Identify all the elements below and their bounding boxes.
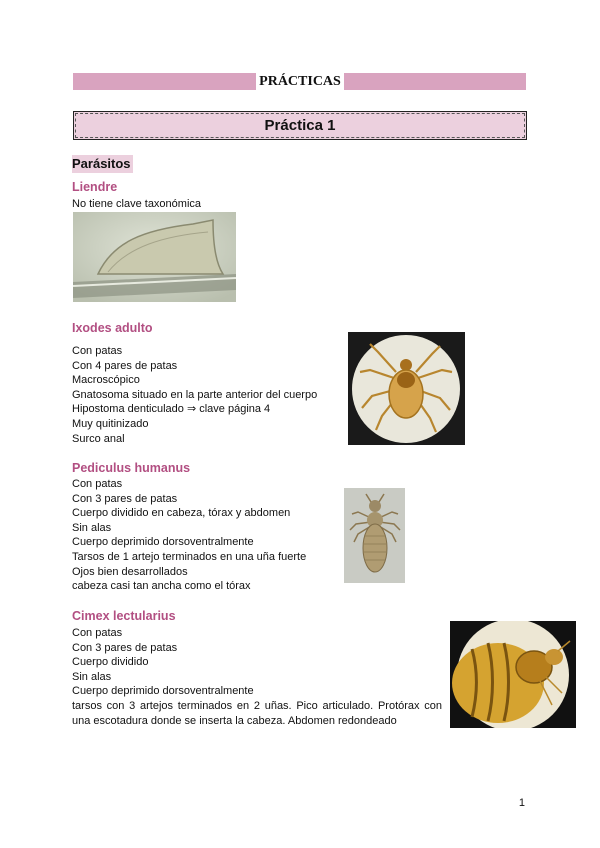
ixodes-line: Gnatosoma situado en la parte anterior del cuerpo: [72, 388, 318, 401]
cimex-heading: Cimex lectularius: [72, 609, 176, 623]
liendre-heading: Liendre: [72, 180, 118, 194]
pediculus-image: [344, 488, 405, 583]
ixodes-line: Con 4 pares de patas: [72, 359, 178, 372]
cimex-line: Con 3 pares de patas: [72, 641, 178, 654]
ixodes-line: Macroscópico: [72, 374, 140, 387]
pediculus-line: Ojos bien desarrollados: [72, 565, 188, 578]
pediculus-line: Cuerpo dividido en cabeza, tórax y abdomen: [72, 507, 291, 520]
pediculus-line: Sin alas: [72, 521, 112, 534]
cimex-image: [450, 621, 576, 728]
cimex-paragraph: tarsos con 3 artejos terminados en 2 uñas. Pico articulado. Protórax con una escotadura donde se inserta la cabeza. Abdomen redondeado: [72, 700, 442, 727]
page-title: PRÁCTICAS: [256, 73, 344, 90]
header-bar-right: [344, 73, 526, 90]
liendre-text: [72, 197, 201, 212]
liendre-line: No tiene clave taxonómica: [72, 198, 202, 210]
cimex-line: Con patas: [72, 627, 123, 639]
header-bar-left: [73, 73, 256, 90]
pediculus-line: Tarsos de 1 artejo terminados en una uña fuerte: [72, 550, 307, 563]
liendre-image: [73, 212, 236, 302]
pediculus-line: Con 3 pares de patas: [72, 492, 178, 505]
ixodes-line: Muy quitinizado: [72, 417, 149, 430]
pediculus-heading: Pediculus humanus: [72, 461, 191, 475]
section-heading: Parásitos: [72, 156, 131, 171]
page-number: 1: [518, 797, 525, 809]
pediculus-text: [72, 477, 306, 594]
ixodes-line: Surco anal: [72, 432, 125, 445]
ixodes-image: [348, 332, 465, 445]
practice-title-box: Práctica 1: [73, 111, 527, 140]
cimex-line: Sin alas: [72, 670, 112, 683]
ixodes-heading: Ixodes adulto: [72, 321, 153, 335]
ixodes-text: [72, 344, 317, 446]
ixodes-line: Hipostoma denticulado ⇒ clave página 4: [72, 403, 271, 416]
cimex-line: Cuerpo deprimido dorsoventralmente: [72, 685, 254, 698]
cimex-line: Cuerpo dividido: [72, 656, 149, 669]
pediculus-line: cabeza casi tan ancha como el tórax: [72, 580, 251, 593]
cimex-text: [72, 626, 254, 699]
pediculus-line: Cuerpo deprimido dorsoventralmente: [72, 536, 254, 549]
pediculus-line: Con patas: [72, 478, 123, 490]
ixodes-line: Con patas: [72, 345, 123, 357]
